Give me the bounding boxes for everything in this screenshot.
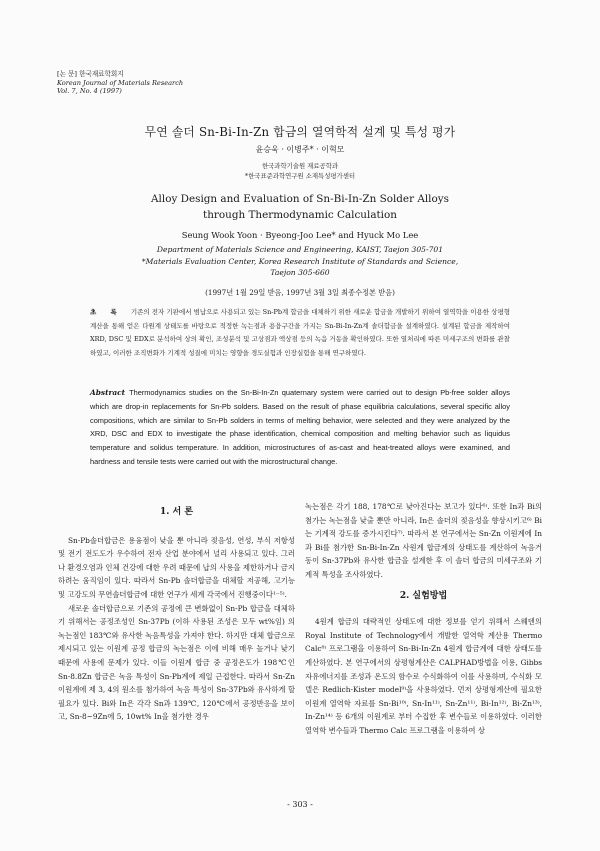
section-heading-methods: 2. 실험방법 bbox=[399, 590, 448, 601]
body-paragraph: Sn-Pb솔더합금은 용융점이 낮을 뿐 아니라 젖음성, 연성, 부식 저항성 및 전기 전도도가 우수하여 전자 산업 분야에서 널리 사용되고 있다. 그러나 환경오염과 인체 건강에 대한 우려 때문에 납의 사용을 제한하거나 금지하려는 움직임이 있다. 따라서 Sn-Pb 솔더합금을 대체할 저공해, 고기능 및 고강도의 무연솔더합금에 대한 연구가 세계 각국에서 진행중이다¹⁻⁵⁾. bbox=[58, 535, 295, 599]
title-en-line-2: through Thermodynamic Calculation bbox=[203, 209, 397, 221]
affiliation-ko-1: 한국과학기술원 재료공학과 bbox=[261, 162, 339, 170]
affiliation-en-2: *Materials Evaluation Center, Korea Research Institute of Standards and Science, bbox=[141, 256, 459, 266]
journal-name-en: Korean Journal of Materials Research bbox=[57, 78, 184, 87]
section-heading-introduction: 1. 서 론 bbox=[159, 507, 194, 517]
journal-header bbox=[57, 70, 183, 96]
body-column-left bbox=[58, 500, 295, 724]
title-english bbox=[0, 191, 600, 223]
authors-english: Seung Wook Yoon · Byeong-Joo Lee* and Hyuck Mo Lee bbox=[181, 230, 419, 240]
abstract-ko-label: 초 록 bbox=[90, 308, 123, 316]
body-paragraph: 새로운 솔더합금으로 기존의 공정에 큰 변화없이 Sn-Pb 합금을 대체하기 위해서는 공정조성인 Sn-37Pb (이하 사용된 조성은 모두 wt%임) 의 녹는점인 183℃와 유사한 녹음특성을 가져야 한다. 하지만 대체 합금으로 제시되고 있는 이원계 공정 합금의 녹는점은 이에 비해 매우 높거나 낮기 때문에 사용에 문제가 있다. 이들 이원계 합금 중 공정온도가 198℃인 Sn-8.8Zn 합금은 녹음 특성이 Sn-Pb계에 제일 근접한다. 따라서 Sn-Zn 이원계에 제 3, 4의 원소를 첨가하여 녹음 특성이 Sn-37Pb와 유사하게 할 필요가 있다. Bi와 In은 각각 Sn과 139℃, 120℃에서 공정반응을 보이고, Sn-8~9Zn에 5, 10wt% In을 첨가한 경우 bbox=[58, 603, 295, 722]
abstract-english bbox=[90, 386, 510, 469]
title-korean: 무연 솔더 Sn-Bi-In-Zn 합금의 열역학적 설계 및 특성 평가 bbox=[144, 125, 456, 139]
affiliation-en-1: Department of Materials Science and Engineering, KAIST, Taejon 305-701 bbox=[156, 245, 444, 254]
authors-korean: 윤승욱 · 이병주* · 이혁모 bbox=[255, 145, 345, 154]
abstract-ko-text: 기존의 전자 기판에서 범납으로 사용되고 있는 Sn-Pb계 합금을 대체하기 위한 새로운 합금을 개발하기 위하여 열역학을 이용한 상평형계산을 통해 얻은 다원계 상태도를 바탕으로 적정한 녹는점과 용융구간을 가지는 Sn-Bi-In-Zn계 솔더합금을 설계하였다. 설계된 합금을 제작하여 XRD, DSC 및 EDX로 분석하여 상의 확인, 조성분석 및 고상점과 액상점 등의 녹음 거동을 확인하였다. 또한 열처리에 따른 미세구조의 변화를 관찰하였고, 이러한 조직변화가 기계적 성질에 미치는 영향을 경도실험과 인장실험을 통해 연구하였다. bbox=[90, 308, 511, 357]
affiliations-korean bbox=[0, 161, 600, 181]
received-dates: (1997년 1월 29일 받음, 1997년 3월 3일 최종수정본 받음) bbox=[205, 288, 395, 297]
abstract-en-label: Abstract bbox=[90, 388, 126, 397]
journal-volume: Vol. 7, No. 4 (1997) bbox=[57, 87, 122, 96]
body-paragraph: 녹는점은 각기 188, 178℃로 낮아진다는 보고가 있다⁶⁾. 또한 In과 Bi의 첨가는 녹는점을 낮출 뿐만 아니라, In은 솔더의 젖음성을 향상시키고⁶⁾ Bi는 기계적 강도를 증가시킨다⁷⁾. 따라서 본 연구에서는 Sn-Zn 이원계에 In과 Bi를 첨가한 Sn-Bi-In-Zn 사원계 합금계의 상태도를 계산하여 녹음거동이 Sn-37Pb와 유사한 합금을 설계한 후 이 솔더 합금의 미세구조와 기계적 특성을 조사하였다. bbox=[305, 502, 542, 579]
affiliation-ko-2: *한국표준과학연구원 소재특성평가센터 bbox=[244, 172, 356, 180]
journal-name-ko: [논 문] 한국재료학회지 bbox=[57, 70, 124, 78]
title-en-line-1: Alloy Design and Evaluation of Sn-Bi-In-Zn Solder Alloys bbox=[151, 193, 449, 205]
abstract-korean bbox=[90, 306, 510, 360]
abstract-en-text: Thermodynamics studies on the Sn-Bi-In-Zn quaternary system were carried out to design Pb-free solder alloys which are drop-in replacements for Sn-Pb solders. Based on the result of phase equilibria calculations, several specific alloy compositions, which are similar to Sn-Pb solders in terms of melting behavior, were selected and they were analyzed by the XRD, DSC and EDX to investigate the phase identification, chemical composition and melting behavior such as liquidus temperature and solidus temperature. In addition, microstructures of as-cast and heat-treated alloys were examined, and hardness and tensile tests were carried out with the microstructural change. bbox=[90, 388, 510, 466]
body-paragraph: 4원계 합금의 대략적인 상태도에 대한 정보를 얻기 위해서 스웨덴의 Royal Institute of Technology에서 개발한 열역학 계산용 Thermo Calc⁸⁾ 프로그램을 이용하여 Sn-Bi-In-Zn 4원계 합금계에 대한 상태도를 계산하였다. 본 연구에서의 상평형계산은 CALPHAD방법을 이용, Gibbs 자유에너지를 조성과 온도의 함수로 수식화하여 이를 사용하며, 수식화 모델은 Redlich-Kister model⁹⁾을 사용하였다. 먼저 상평형계산에 필요한 이원계 열역학 자료를 Sn-Bi¹⁰⁾, Sn-In¹¹⁾, Sn-Zn¹¹⁾, Bi-In¹²⁾, Bi-Zn¹³⁾, In-Zn¹⁴⁾ 등 6개의 이원계로 부터 수집한 후 변수들로 이용하였다. 이러한 열역학 변수들과 Thermo Calc 프로그램을 이용하여 상 bbox=[305, 617, 542, 735]
page-number: - 303 - bbox=[287, 800, 313, 809]
affiliation-en-3: Taejon 305-660 bbox=[270, 268, 330, 278]
body-column-right bbox=[305, 500, 542, 738]
affiliations-english bbox=[0, 244, 600, 279]
